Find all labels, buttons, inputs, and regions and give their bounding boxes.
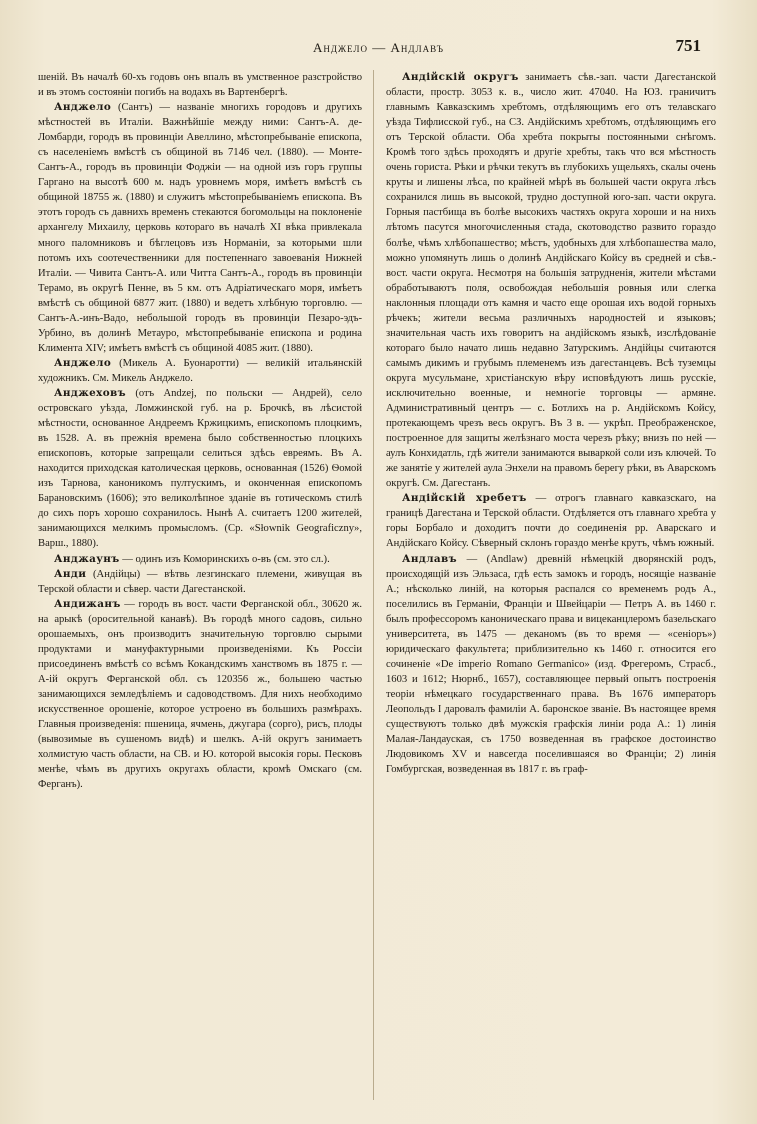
entry-andlav (386, 552, 716, 778)
entry-headword: Анджело (54, 101, 112, 114)
entry-andizhan (38, 597, 362, 793)
entry-angelo-artist (38, 356, 362, 386)
entry-text: — городъ въ вост. части Ферганской обл., 30620 ж. на арыкѣ (оросительной канавѣ). Въ городѣ много садовъ, сильно орошаемыхъ, онъ производитъ значительную торговлю сырыми продуктами и мануфактурными произведеніями. Къ Россіи присоединенъ вмѣстѣ со всѣмъ Кокандскимъ ханствомъ въ 1875 г. — А-ій округъ Ферганской обл. съ 120356 ж., большею частью занимающихся земледѣліемъ и садоводствомъ. Для нихъ необходимо искусственное орошеніе, которое устроено въ большихъ размѣрахъ. Главныя произведенія: пшеница, ячмень, джугара (сорго), рисъ, плоды (вывозимые въ сушеномъ видѣ) и шелкъ. А-ій округъ занимаетъ холмистую часть области, на СВ. и Ю. которой высокія горы. Песковъ менѣе, чѣмъ въ другихъ округахъ области, кромѣ Омскаго (см. Ферганъ). (38, 598, 362, 791)
entry-headword: Анди (54, 567, 87, 580)
running-head-title: Анджело — Андлавъ (312, 40, 445, 55)
left-column (38, 70, 362, 1110)
entry-text: занимаетъ сѣв.-зап. части Дагестанской области, простр. 3053 к. в., число жит. 47040. На ЮЗ. граничитъ главнымъ Кавказскимъ хребтомъ, отдѣляющимъ его отъ телавскаго уѣзда Тифлисской губ., на СЗ. Андійскимъ хребтомъ, отдѣляющимъ его отъ Терской области. Оба хребта покрыты постоянными снѣгомъ. Кромѣ того здѣсь проходятъ и другіе хребты, такъ что вся мѣстность очень гориста. Рѣки и рѣчки текутъ въ глубокихъ ущельяхъ, скалы очень круты и лишены лѣса, по крайней мѣрѣ въ большей части округа лѣсъ сохранился лишь въ высокой, трудно доступной юго-зап. части округа. Горныя пастбища въ болѣе высокихъ частяхъ округа хороши и на нихъ лѣтомъ пасутся многочисленныя стада, скотоводство развито гораздо болѣе, чѣмъ хлѣбопашество; мѣстъ, удобныхъ для хлѣбопашества мало, можно упомянуть лишь о долинѣ Андійскаго Койсу въ средней и сѣв.-вост. части округа. Несмотря на большія затрудненія, жители мѣстами обработываютъ поля, освобождая небольшія ровныя или слегка наклонныя площади отъ камня и часто еще орошая ихъ водой горныхъ рѣчекъ; жители весьма различныхъ народностей и языковъ; значительная часть ихъ говоритъ на андійскомъ языкѣ, изслѣдованіе котораго было начато лишь недавно Затурскимъ. Андійцы считаются самымъ дикимъ и грубымъ племенемъ изъ дагестанцевъ. Всѣ туземцы округа мусульмане, христіанскую вѣру исповѣдуютъ лишь русскіе, исключительно военные, и немногіе торговцы — армяне. Административный центръ — с. Ботлихъ на р. Андійскомъ Койсу, протекающемъ чрезъ весь округъ. Въ 3 в. — укрѣп. Преображенское, построенное для защиты желѣзнаго моста черезъ рѣку; внизъ по ней — аулъ Конхидатль, гдѣ жители занимаются вываркой соли изъ ключей. То же занятіе у жителей аула Энхели на правомъ берегу рѣки, въ Аварскомъ округѣ. См. Дагестанъ. (386, 72, 716, 490)
entry-headword: Анджело (54, 356, 112, 369)
column-divider (373, 70, 374, 1100)
entry-headword: Андійскій хребетъ (402, 492, 527, 505)
entry-continuation (38, 70, 362, 100)
entry-text: шеній. Въ началѣ 60-хъ годовъ онъ впалъ въ умственное разстройство и въ этомъ состояніи погибъ на водахъ въ Вартенбергѣ. (38, 72, 362, 99)
entry-text: — одинъ изъ Коморинскихъ о-въ (см. это сл.). (119, 553, 330, 565)
entry-andiyskiy-okrug (386, 70, 716, 491)
entry-text: (отъ Andzej, по польски — Андрей), село островскаго уѣзда, Ломжинской губ. на р. Брочкѣ, въ лѣсистой мѣстности, основанное Андреемъ Кржицкимъ, епископомъ плоцкимъ, въ 1528. А. въ прежнія времена было собственностью плоцкихъ епископовъ, которые запрещали селиться здѣсь евреямъ. Въ А. находится приходская католическая церковь, основанная (1526) Ѳомой изъ Тарнова, каноникомъ пултускимъ, и оконченная епископомъ Барановскимъ (1606); это великолѣпное зданіе въ готическомъ стилѣ до сихъ поръ хорошо сохранилось. Нынѣ А. считаетъ 1200 жителей, занимающихся мелкимъ промысломъ. (Ср. «Słownik Geograficzny», Варш., 1880). (38, 387, 362, 550)
entry-text: (Микель А. Буонаротти) — великій итальянскій художникъ. См. Микель Анджело. (38, 357, 362, 384)
entry-angelo-places (38, 100, 362, 356)
entry-headword: Андижанъ (54, 597, 121, 610)
entry-andzhaun (38, 552, 362, 567)
entry-text: (Андійцы) — вѣтвь лезгинскаго племени, живущая въ Терской области и сѣвер. части Дагестанской. (38, 568, 362, 595)
entry-text: — (Andlaw) древній нѣмецкій дворянскій родъ, происходящій изъ Эльзаса, гдѣ есть замокъ и городъ, носящіе названіе А.; нѣсколько линій, на которыя распался со временемъ родъ А., поселились въ Германіи, Франціи и Швейцаріи — Петръ А. въ 1460 г. былъ профессоромъ каноническаго права и вицеканцлеромъ базельскаго университета, въ 1475 — деканомъ (въ то время — «сеніоръ») юридическаго факультета; приблизительно къ 1460 г. относится его сочиненіе «De imperio Romano Germanico» (изд. Фрегеромъ, Страсб., 1603 и 1612; Нюрнб., 1657), составляющее первый опытъ построенія теоріи нѣмецкаго государственнаго права. Въ 1676 императоръ Леопольдъ I даровалъ фамиліи А. баронское званіе. Въ настоящее время существуютъ только двѣ мужскія графскія линіи рода А.: 1) линія Малая-Ландауская, съ 1750 возведенная въ графское достоинство Людовикомъ XV и навсегда поселившаяся во Франціи; 2) линія Гомбургская, возведенная въ 1817 г. въ граф- (386, 553, 716, 776)
entry-andi (38, 567, 362, 597)
entry-headword: Анджаунъ (54, 552, 120, 565)
page-number: 751 (675, 36, 701, 55)
running-head (0, 36, 757, 60)
entry-andiyskiy-khrebet (386, 491, 716, 551)
entry-headword: Анджеховъ (54, 386, 127, 399)
right-column (386, 70, 716, 1110)
entry-headword: Андлавъ (402, 552, 458, 565)
entry-text: (Сантъ) — названіе многихъ городовъ и другихъ мѣстностей въ Италіи. Важнѣйшіе между ними: Сантъ-А. де-Ломбарди, городъ въ провинціи Авеллино, мѣстопребываніе епископа, съ населеніемъ вмѣстѣ съ общиной въ 7146 чел. (1880). — Монте-Сантъ-А., городъ въ провинціи Фоджіи — на одной изъ горъ группы Гаргано на высотѣ 600 м. надъ уровнемъ моря, имѣетъ вмѣстѣ съ общиной 18755 ж. (1880) и служитъ мѣстопребываніемъ епископа. Въ этотъ городъ съ давнихъ временъ стекаются богомольцы на поклоненіе архангелу Михаилу, церковь котораго въ началѣ XI вѣка привлекала много паломниковъ и бѣглецовъ изъ Норманіи, за которыми шли потомъ ихъ соотечественники для постепеннаго завоеванія Нижней Италіи. — Чивита Сантъ-А. или Читта Сантъ-А., городъ въ провинціи Терамо, въ округѣ Пенне, въ 5 км. отъ Адріатическаго моря, имѣетъ вмѣстѣ съ общиной 6877 жит. (1880) и ведетъ хлѣбную торговлю. — Сантъ-А.-инъ-Вадо, небольшой городъ въ провинціи Пезаро-эдъ-Урбино, въ долинѣ Метауро, мѣстопребываніе епископа и родина Климента XIV; имѣетъ вмѣстѣ съ общиной 4085 жит. (1880). (38, 102, 362, 354)
entry-text: — отрогъ главнаго кавказскаго, на границѣ Дагестана и Терской области. Отдѣляется отъ главнаго хребта у горы Борбало и доходитъ почти до соединенія рр. Аварскаго и Андійскаго Койсу. Сѣверный склонъ гораздо менѣе крутъ, чѣмъ южный. (386, 493, 716, 550)
entry-andzhekhov (38, 386, 362, 552)
entry-headword: Андійскій округъ (402, 71, 519, 83)
